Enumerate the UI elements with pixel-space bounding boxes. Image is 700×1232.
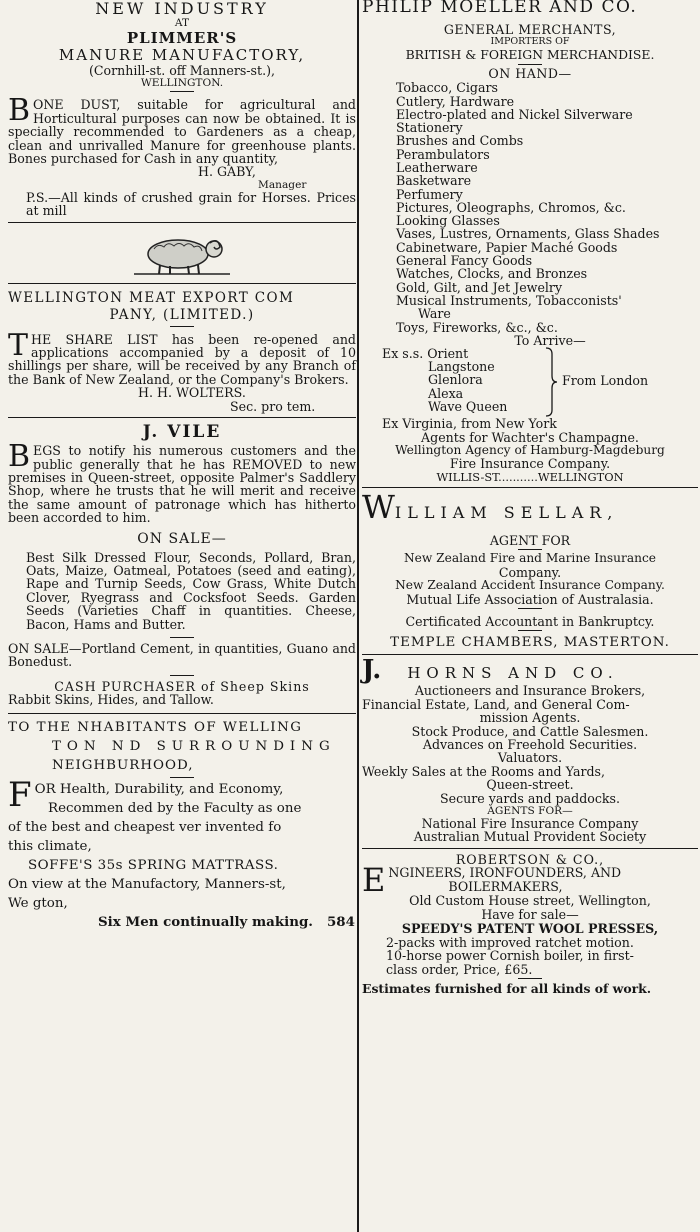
horns-line-10: AGENTS FOR— (487, 804, 573, 817)
vile-body (8, 439, 356, 526)
mattress-text: OR Health, Durability, and Economy, (34, 781, 284, 797)
plimmer-body (8, 93, 356, 167)
sellar-line-4: Mutual Life Association of Australasia. (406, 591, 654, 607)
rule (362, 654, 698, 655)
robertson-line-5: 10-horse power Cornish boiler, in first- (386, 948, 634, 964)
meat-role: Sec. pro tem. (230, 398, 316, 414)
ram-illustration (132, 227, 232, 279)
meat-body (8, 327, 356, 387)
from-london: From London (562, 373, 649, 389)
robertson-trade-2: BOILERMAKERS, (448, 878, 563, 894)
mattress-title-cont: TON ND SURROUNDING (52, 738, 336, 754)
list-item: Watches, Clocks, and Bronzes (396, 266, 588, 282)
sellar-line-3: New Zealand Accident Insurance Company. (395, 578, 665, 593)
plimmer-advert (8, 0, 356, 218)
mattress-line-7: We gton, (8, 895, 68, 911)
mattress-advert (8, 718, 356, 932)
list-item: Basketware (396, 173, 472, 189)
list-item: Cutlery, Hardware (396, 93, 515, 109)
drop-cap: E (362, 861, 386, 900)
list-item: Ware (418, 306, 451, 322)
plimmer-signature: H. GABY, (198, 164, 256, 180)
sellar-heading (362, 487, 698, 528)
robertson-line-7: Estimates furnished for all kinds of work. (362, 981, 652, 997)
short-rule (170, 777, 194, 778)
robertson-line-6: class order, Price, £65. (386, 961, 533, 977)
horns-line-4: Stock Produce, and Cattle Salesmen. (411, 723, 649, 739)
robertson-advert (362, 853, 698, 996)
sellar-address: TEMPLE CHAMBERS, MASTERTON. (390, 635, 670, 651)
horns-line-6: Valuators. (497, 750, 563, 766)
drop-cap: T (8, 327, 29, 363)
plimmer-address: (Cornhill-st. off Manners-st.), (88, 63, 276, 78)
drop-cap: W (362, 487, 395, 526)
short-rule (518, 608, 542, 609)
rule (8, 283, 356, 284)
plimmer-factory: MANURE MANUFACTORY, (58, 46, 306, 64)
plimmer-role: Manager (258, 178, 307, 191)
list-item: Vases, Lustres, Ornaments, Glass Shades (396, 226, 660, 242)
robertson-line-1: Old Custom House street, Wellington, (409, 893, 651, 909)
horns-line-7: Weekly Sales at the Rooms and Yards, (362, 763, 606, 779)
horns-line-8: Queen-street. (486, 777, 574, 793)
list-item: General Fancy Goods (396, 253, 533, 269)
rule (362, 487, 698, 488)
sellar-line-5: Certificated Accountant in Bankruptcy. (405, 613, 655, 629)
column-divider (357, 0, 359, 1232)
list-item: Cabinetware, Papier Maché Goods (396, 239, 618, 255)
drop-cap: F (8, 774, 32, 815)
robertson-line-3: SPEEDY'S PATENT WOOL PRESSES, (401, 921, 659, 937)
list-item: Electro-plated and Nickel Silverware (396, 106, 633, 122)
short-rule (518, 64, 542, 65)
vile-on-sale: ON SALE— (137, 530, 227, 547)
horns-heading (362, 655, 698, 686)
moeller-virginia: Ex Virginia, from New York (382, 416, 557, 432)
plimmer-name: PLIMMER'S (126, 29, 238, 47)
vile-goods: Best Silk Dressed Flour, Seconds, Pollard, Bran, Oats, Maize, Oatmeal, Potatoes (seed and eating), Rape and Turnip Seeds, Cow Grass, White Dutch Clover, Ryegrass and Cocksfoot Seeds. Garden Seeds (Varieties Chaff in quantities. Cheese, Bacon, Hams and Butter. (26, 549, 356, 632)
ship-name: Ex s.s. Orient (382, 346, 469, 362)
short-rule (170, 637, 194, 638)
ship-name: Wave Queen (428, 399, 508, 415)
horns-line-3: mission Agents. (479, 710, 581, 726)
moeller-sub2: IMPORTERS OF (490, 36, 570, 48)
sellar-agent-for: AGENT FOR (489, 532, 571, 548)
horns-advert (362, 655, 698, 845)
plimmer-heading: NEW INDUSTRY (95, 0, 269, 18)
ship-name: Glenlora (428, 372, 483, 388)
mattress-line-3: of the best and cheapest ver invented fo (8, 819, 282, 835)
moeller-title: PHILIP MOELLER AND CO. (362, 0, 638, 17)
horns-line-9: Secure yards and paddocks. (439, 790, 620, 806)
meat-title-cont: PANY, (LIMITED.) (109, 306, 255, 323)
short-rule (170, 326, 194, 327)
brace-icon (544, 347, 558, 417)
list-item: Toys, Fireworks, &c., &c. (396, 319, 558, 335)
ship-name: Langstone (428, 359, 495, 375)
mattress-line-2: Recommen ded by the Faculty as one (48, 800, 302, 816)
list-item: Leatherware (396, 160, 478, 175)
mattress-title: TO THE NHABITANTS OF WELLING (8, 719, 303, 735)
list-item: Musical Instruments, Tobacconists' (396, 292, 622, 308)
plimmer-city: WELLINGTON. (140, 77, 224, 90)
short-rule (518, 978, 542, 979)
short-rule (518, 549, 542, 550)
horns-line-2: Financial Estate, Land, and General Com- (362, 696, 630, 712)
moeller-on-hand: ON HAND— (488, 65, 572, 81)
horns-line-11: National Fire Insurance Company (421, 815, 639, 831)
list-item: Gold, Gilt, and Jet Jewelry (396, 279, 563, 295)
moeller-agents-1: Agents for Wachter's Champagne. (421, 429, 639, 445)
drop-cap: J. (362, 655, 382, 686)
robertson-line-4: 2-packs with improved ratchet motion. (386, 935, 634, 951)
list-item: Perfumery (396, 186, 463, 202)
mattress-line-8 (8, 913, 356, 932)
robertson-heading (362, 861, 698, 900)
moeller-advert (362, 0, 698, 483)
drop-cap: B (8, 93, 31, 129)
moeller-address: WILLIS-ST...........WELLINGTON (436, 469, 624, 484)
sellar-title: ILLIAM SELLAR, (394, 502, 619, 522)
list-item: Pictures, Oleographs, Chromos, &c. (396, 199, 626, 215)
meat-signature: H. H. WOLTERS. (138, 385, 246, 401)
moeller-sub3: BRITISH & FOREIGN MERCHANDISE. (405, 47, 655, 63)
moeller-to-arrive: To Arrive— (514, 332, 586, 348)
plimmer-ps: P.S.—All kinds of crushed grain for Horses. Prices at mill (26, 189, 356, 219)
short-rule (170, 675, 194, 676)
advert-number: 584 (326, 913, 355, 930)
list-item: Perambulators (396, 146, 490, 162)
cement-advert: ON SALE—Portland Cement, in quantities, Guano and Bonedust. (8, 640, 356, 670)
moeller-sub1: GENERAL MERCHANTS, (443, 22, 617, 37)
mattress-line-6: On view at the Manufactory, Manners-st, (8, 876, 286, 892)
list-item: Brushes and Combs (396, 133, 524, 149)
short-rule (170, 91, 194, 92)
rule (362, 848, 698, 849)
rule (8, 417, 356, 418)
short-rule (518, 630, 542, 631)
sellar-line-2: Company. (498, 564, 562, 580)
cash-purchaser-items: Rabbit Skins, Hides, and Tallow. (8, 692, 214, 708)
meat-body-text: HE SHARE LIST has been re-opened and applications accompanied by a deposit of 10 shillings per share, will be received by any Branch of the Bank of New Zealand, or the Company's Brokers. (8, 331, 356, 387)
sellar-line-1: New Zealand Fire and Marine Insurance (403, 551, 657, 566)
rule (8, 713, 356, 714)
plimmer-body-text: ONE DUST, suitable for agricultural and Horticultural purposes can now be obtained. It is specially recommended to Gardeners as a cheap, clean and unrivalled Manure for greenhouse plants. Bones purchased for Cash in any quantity, (8, 97, 356, 167)
horns-line-1: Auctioneers and Insurance Brokers, (414, 683, 646, 699)
ship-list (362, 347, 698, 427)
mattress-workers: Six Men continually making. (98, 913, 313, 930)
right-column (362, 0, 698, 996)
ship-name: Alexa (428, 386, 464, 402)
mattress-product: SOFFE'S 35s SPRING MATTRASS. (28, 857, 279, 873)
robertson-line-2: Have for sale— (481, 906, 579, 922)
horns-line-5: Advances on Freehold Securities. (422, 736, 638, 752)
sellar-advert (362, 487, 698, 651)
drop-cap: B (8, 439, 31, 475)
mattress-title-end: NEIGHBURHOOD, (52, 757, 194, 773)
meat-title: WELLINGTON MEAT EXPORT COM (8, 289, 295, 306)
robertson-title: ROBERTSON & CO., (455, 851, 605, 867)
left-column (8, 0, 356, 932)
rule (8, 222, 356, 223)
plimmer-at: AT (174, 17, 190, 29)
moeller-agents-3: Fire Insurance Company. (449, 456, 611, 472)
robertson-trade: NGINEERS, IRONFOUNDERS, AND (388, 865, 622, 881)
vile-body-text: EGS to notify his numerous customers and the public generally that he has REMOVED to new premises in Queen-street, opposite Palmer's Saddlery Shop, where he trusts that he will merit and receive the same amount of patronage which has hitherto been accorded to him. (8, 443, 356, 526)
cash-purchaser: CASH PURCHASER of Sheep Skins (54, 678, 310, 694)
list-item: Stationery (396, 120, 463, 136)
vile-advert (8, 422, 356, 631)
list-item: Tobacco, Cigars (396, 80, 498, 96)
horns-title: HORNS AND CO. (407, 664, 619, 683)
list-item: Looking Glasses (396, 213, 500, 229)
horns-line-12: Australian Mutual Provident Society (413, 829, 647, 845)
vile-title: J. VILE (142, 422, 222, 443)
moeller-agents-2: Wellington Agency of Hamburg-Magdeburg (395, 443, 665, 458)
mattress-line-4: this climate, (8, 838, 92, 854)
meat-export-advert (8, 290, 356, 413)
